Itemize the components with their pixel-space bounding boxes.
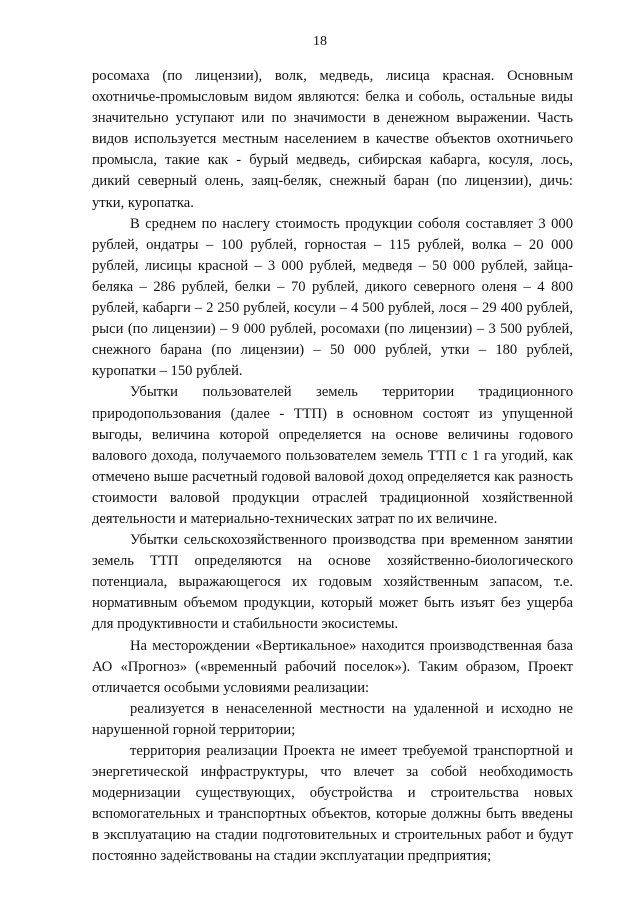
- paragraph-deposit-base: На месторождении «Вертикальное» находится производственная база АО «Прогноз» («временный рабочий поселок»). Таким образом, Проект отличается особыми условиями реализации:: [92, 637, 573, 696]
- paragraph-ttp-losses: Убытки пользователей земель территории традиционного природопользования (далее - ТТП) в основном состоят из упущенной выгоды, величина которой определяется на основе величины годового валового дохода, получаемого пользователем земель ТТП с 1 га угодий, как отмечено выше расчетный годовой валовой доход определяется как разность стоимости валовой продукции отраслей традиционной хозяйственной деятельности и материально-технических затрат по их величине.: [92, 384, 573, 527]
- paragraph-condition-infrastructure: территория реализации Проекта не имеет требуемой транспортной и энергетической инфраструктуры, что влечет за собой необходимость модернизации существующих, обустройства и строительства новых вспомогательных и транспортных объектов, которые должны быть введены в эксплуатацию на стадии подготовительных и строительных работ и будут постоянно задействованы на стадии эксплуатации предприятия;: [92, 743, 573, 865]
- paragraph-condition-uninhabited: реализуется в ненаселенной местности на удаленной и исходно не нарушенной горной территории;: [92, 700, 573, 738]
- document-body: [92, 66, 573, 868]
- page-number: 18: [313, 34, 327, 49]
- paragraph-product-prices: В среднем по наслегу стоимость продукции соболя составляет 3 000 рублей, ондатры – 100 рублей, горностая – 115 рублей, волка – 20 000 рублей, лисицы красной – 3 000 рублей, медведя – 50 000 рублей, зайца-беляка – 286 рублей, белки – 70 рублей, дикого северного оленя – 4 800 рублей, кабарги – 2 250 рублей, косули – 4 500 рублей, лося – 29 400 рублей, рыси (по лицензии) – 9 000 рублей, росомахи (по лицензии) – 3 500 рублей, снежного барана (по лицензии) – 50 000 рублей, утки – 180 рублей, куропатки – 150 рублей.: [92, 215, 573, 380]
- paragraph-species-list: росомаха (по лицензии), волк, медведь, лисица красная. Основным охотничье-промысловым видом являются: белка и соболь, остальные виды значительно уступают или по значимости в денежном выражении. Часть видов используется местным населением в качестве объектов охотничьего промысла, такие как - бурый медведь, сибирская кабарга, косуля, лось, дикий северный олень, заяц-беляк, снежный баран (по лицензии), дичь: утки, куропатка.: [92, 68, 573, 211]
- paragraph-agricultural-losses: Убытки сельскохозяйственного производства при временном занятии земель ТТП определяются на основе хозяйственно-биологического потенциала, выражающегося их годовым хозяйственным запасом, т.е. нормативным объемом продукции, который может быть изъят без ущерба для продуктивности и стабильности экосистемы.: [92, 532, 573, 633]
